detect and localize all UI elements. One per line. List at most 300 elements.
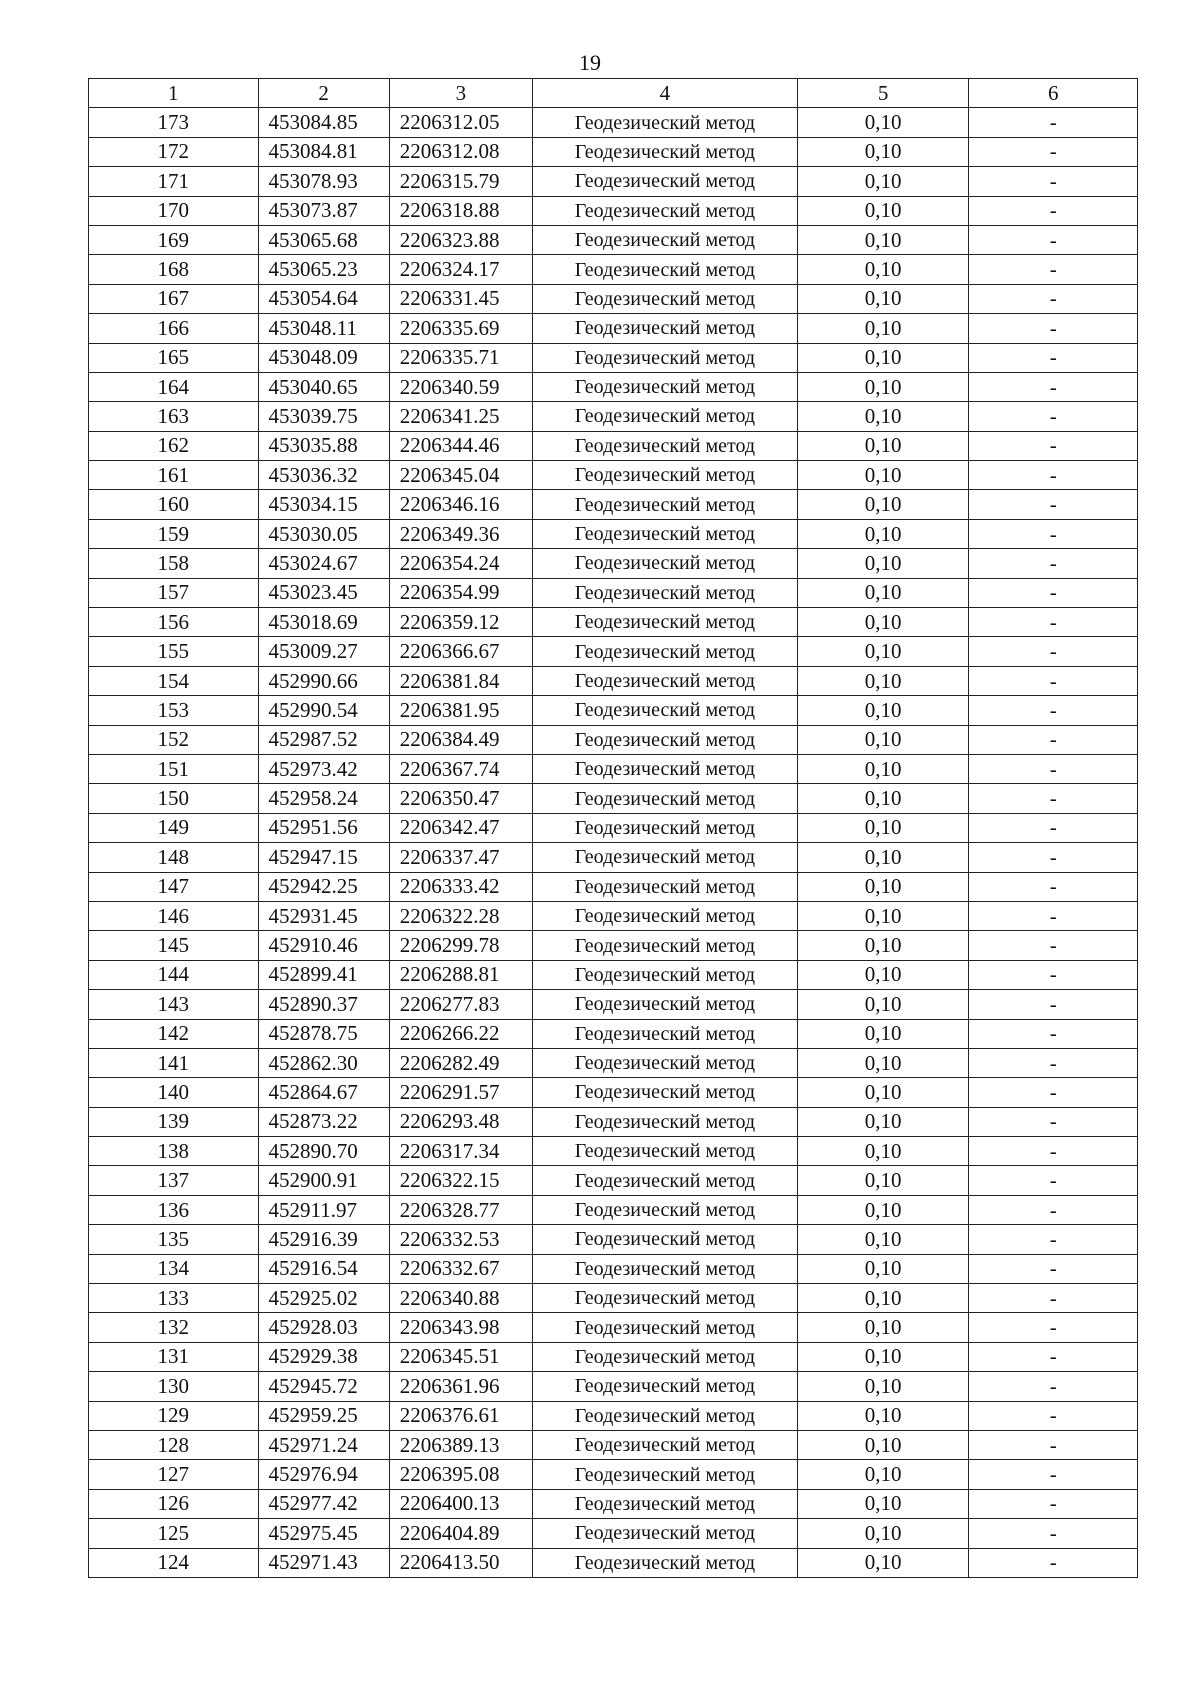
point-number-cell: 163: [89, 402, 259, 431]
point-number-cell: 131: [89, 1342, 259, 1371]
header-col-4: 4: [533, 79, 798, 108]
point-number-cell: 136: [89, 1195, 259, 1224]
note-cell: -: [969, 1166, 1138, 1195]
method-cell: Геодезический метод: [533, 578, 798, 607]
x-coordinate-cell: 453009.27: [258, 637, 389, 666]
accuracy-cell: 0,10: [797, 1519, 969, 1548]
x-coordinate-cell: 453018.69: [258, 608, 389, 637]
accuracy-cell: 0,10: [797, 284, 969, 313]
point-number-cell: 142: [89, 1019, 259, 1048]
note-cell: -: [969, 431, 1138, 460]
y-coordinate-cell: 2206344.46: [389, 431, 532, 460]
x-coordinate-cell: 453035.88: [258, 431, 389, 460]
point-number-cell: 128: [89, 1430, 259, 1459]
x-coordinate-cell: 452942.25: [258, 872, 389, 901]
table-row: [89, 343, 1138, 372]
table-row: [89, 578, 1138, 607]
y-coordinate-cell: 2206413.50: [389, 1548, 532, 1577]
point-number-cell: 125: [89, 1519, 259, 1548]
table-row: [89, 1078, 1138, 1107]
x-coordinate-cell: 452977.42: [258, 1489, 389, 1518]
note-cell: -: [969, 843, 1138, 872]
note-cell: -: [969, 167, 1138, 196]
method-cell: Геодезический метод: [533, 990, 798, 1019]
x-coordinate-cell: 452878.75: [258, 1019, 389, 1048]
y-coordinate-cell: 2206299.78: [389, 931, 532, 960]
method-cell: Геодезический метод: [533, 872, 798, 901]
note-cell: -: [969, 1048, 1138, 1077]
y-coordinate-cell: 2206312.05: [389, 108, 532, 137]
point-number-cell: 171: [89, 167, 259, 196]
accuracy-cell: 0,10: [797, 167, 969, 196]
method-cell: Геодезический метод: [533, 402, 798, 431]
accuracy-cell: 0,10: [797, 1401, 969, 1430]
note-cell: -: [969, 578, 1138, 607]
x-coordinate-cell: 453054.64: [258, 284, 389, 313]
point-number-cell: 124: [89, 1548, 259, 1577]
method-cell: Геодезический метод: [533, 754, 798, 783]
accuracy-cell: 0,10: [797, 666, 969, 695]
method-cell: Геодезический метод: [533, 343, 798, 372]
table-row: [89, 490, 1138, 519]
x-coordinate-cell: 452945.72: [258, 1372, 389, 1401]
note-cell: -: [969, 1430, 1138, 1459]
point-number-cell: 168: [89, 255, 259, 284]
point-number-cell: 130: [89, 1372, 259, 1401]
note-cell: -: [969, 1460, 1138, 1489]
x-coordinate-cell: 453024.67: [258, 549, 389, 578]
accuracy-cell: 0,10: [797, 1137, 969, 1166]
x-coordinate-cell: 452899.41: [258, 960, 389, 989]
table-row: [89, 1401, 1138, 1430]
point-number-cell: 137: [89, 1166, 259, 1195]
x-coordinate-cell: 452929.38: [258, 1342, 389, 1371]
method-cell: Геодезический метод: [533, 1254, 798, 1283]
method-cell: Геодезический метод: [533, 843, 798, 872]
accuracy-cell: 0,10: [797, 725, 969, 754]
note-cell: -: [969, 813, 1138, 842]
table-row: [89, 990, 1138, 1019]
note-cell: -: [969, 137, 1138, 166]
method-cell: Геодезический метод: [533, 490, 798, 519]
point-number-cell: 148: [89, 843, 259, 872]
y-coordinate-cell: 2206346.16: [389, 490, 532, 519]
point-number-cell: 127: [89, 1460, 259, 1489]
point-number-cell: 157: [89, 578, 259, 607]
accuracy-cell: 0,10: [797, 461, 969, 490]
y-coordinate-cell: 2206322.15: [389, 1166, 532, 1195]
note-cell: -: [969, 549, 1138, 578]
accuracy-cell: 0,10: [797, 549, 969, 578]
method-cell: Геодезический метод: [533, 608, 798, 637]
note-cell: -: [969, 490, 1138, 519]
point-number-cell: 151: [89, 754, 259, 783]
accuracy-cell: 0,10: [797, 1195, 969, 1224]
method-cell: Геодезический метод: [533, 813, 798, 842]
x-coordinate-cell: 452971.24: [258, 1430, 389, 1459]
x-coordinate-cell: 453078.93: [258, 167, 389, 196]
accuracy-cell: 0,10: [797, 402, 969, 431]
method-cell: Геодезический метод: [533, 637, 798, 666]
note-cell: -: [969, 343, 1138, 372]
method-cell: Геодезический метод: [533, 1225, 798, 1254]
table-row: [89, 843, 1138, 872]
method-cell: Геодезический метод: [533, 784, 798, 813]
y-coordinate-cell: 2206333.42: [389, 872, 532, 901]
y-coordinate-cell: 2206342.47: [389, 813, 532, 842]
y-coordinate-cell: 2206331.45: [389, 284, 532, 313]
method-cell: Геодезический метод: [533, 461, 798, 490]
point-number-cell: 126: [89, 1489, 259, 1518]
y-coordinate-cell: 2206335.71: [389, 343, 532, 372]
point-number-cell: 140: [89, 1078, 259, 1107]
table-row: [89, 1460, 1138, 1489]
y-coordinate-cell: 2206345.51: [389, 1342, 532, 1371]
point-number-cell: 154: [89, 666, 259, 695]
point-number-cell: 132: [89, 1313, 259, 1342]
x-coordinate-cell: 452987.52: [258, 725, 389, 754]
note-cell: -: [969, 666, 1138, 695]
table-row: [89, 461, 1138, 490]
point-number-cell: 152: [89, 725, 259, 754]
method-cell: Геодезический метод: [533, 1519, 798, 1548]
accuracy-cell: 0,10: [797, 1048, 969, 1077]
point-number-cell: 145: [89, 931, 259, 960]
y-coordinate-cell: 2206291.57: [389, 1078, 532, 1107]
x-coordinate-cell: 452951.56: [258, 813, 389, 842]
y-coordinate-cell: 2206282.49: [389, 1048, 532, 1077]
x-coordinate-cell: 452910.46: [258, 931, 389, 960]
accuracy-cell: 0,10: [797, 754, 969, 783]
y-coordinate-cell: 2206400.13: [389, 1489, 532, 1518]
y-coordinate-cell: 2206354.99: [389, 578, 532, 607]
header-col-5: 5: [797, 79, 969, 108]
method-cell: Геодезический метод: [533, 1460, 798, 1489]
table-row: [89, 608, 1138, 637]
x-coordinate-cell: 453040.65: [258, 372, 389, 401]
point-number-cell: 134: [89, 1254, 259, 1283]
x-coordinate-cell: 453065.68: [258, 225, 389, 254]
y-coordinate-cell: 2206341.25: [389, 402, 532, 431]
table-header-row: [89, 79, 1138, 108]
x-coordinate-cell: 452990.54: [258, 696, 389, 725]
x-coordinate-cell: 452931.45: [258, 901, 389, 930]
method-cell: Геодезический метод: [533, 255, 798, 284]
point-number-cell: 144: [89, 960, 259, 989]
point-number-cell: 143: [89, 990, 259, 1019]
accuracy-cell: 0,10: [797, 1107, 969, 1136]
point-number-cell: 141: [89, 1048, 259, 1077]
accuracy-cell: 0,10: [797, 519, 969, 548]
note-cell: -: [969, 1019, 1138, 1048]
y-coordinate-cell: 2206345.04: [389, 461, 532, 490]
table-row: [89, 1342, 1138, 1371]
y-coordinate-cell: 2206354.24: [389, 549, 532, 578]
method-cell: Геодезический метод: [533, 1107, 798, 1136]
accuracy-cell: 0,10: [797, 960, 969, 989]
note-cell: -: [969, 1254, 1138, 1283]
accuracy-cell: 0,10: [797, 1430, 969, 1459]
accuracy-cell: 0,10: [797, 1166, 969, 1195]
accuracy-cell: 0,10: [797, 372, 969, 401]
method-cell: Геодезический метод: [533, 1195, 798, 1224]
x-coordinate-cell: 453065.23: [258, 255, 389, 284]
table-row: [89, 901, 1138, 930]
table-row: [89, 1519, 1138, 1548]
y-coordinate-cell: 2206340.88: [389, 1284, 532, 1313]
point-number-cell: 172: [89, 137, 259, 166]
x-coordinate-cell: 452916.39: [258, 1225, 389, 1254]
point-number-cell: 156: [89, 608, 259, 637]
accuracy-cell: 0,10: [797, 872, 969, 901]
note-cell: -: [969, 372, 1138, 401]
method-cell: Геодезический метод: [533, 1019, 798, 1048]
y-coordinate-cell: 2206328.77: [389, 1195, 532, 1224]
note-cell: -: [969, 1313, 1138, 1342]
accuracy-cell: 0,10: [797, 1019, 969, 1048]
header-col-6: 6: [969, 79, 1138, 108]
note-cell: -: [969, 196, 1138, 225]
y-coordinate-cell: 2206337.47: [389, 843, 532, 872]
y-coordinate-cell: 2206389.13: [389, 1430, 532, 1459]
point-number-cell: 165: [89, 343, 259, 372]
table-row: [89, 960, 1138, 989]
point-number-cell: 167: [89, 284, 259, 313]
table-row: [89, 549, 1138, 578]
accuracy-cell: 0,10: [797, 1078, 969, 1107]
table-row: [89, 108, 1138, 137]
table-row: [89, 1548, 1138, 1577]
y-coordinate-cell: 2206359.12: [389, 608, 532, 637]
point-number-cell: 155: [89, 637, 259, 666]
point-number-cell: 158: [89, 549, 259, 578]
note-cell: -: [969, 225, 1138, 254]
table-row: [89, 137, 1138, 166]
page-number: 19: [579, 50, 601, 75]
table-row: [89, 931, 1138, 960]
table-row: [89, 1195, 1138, 1224]
y-coordinate-cell: 2206266.22: [389, 1019, 532, 1048]
x-coordinate-cell: 452958.24: [258, 784, 389, 813]
method-cell: Геодезический метод: [533, 1048, 798, 1077]
note-cell: -: [969, 1195, 1138, 1224]
accuracy-cell: 0,10: [797, 343, 969, 372]
point-number-cell: 133: [89, 1284, 259, 1313]
table-row: [89, 1019, 1138, 1048]
table-row: [89, 1048, 1138, 1077]
y-coordinate-cell: 2206349.36: [389, 519, 532, 548]
method-cell: Геодезический метод: [533, 108, 798, 137]
y-coordinate-cell: 2206324.17: [389, 255, 532, 284]
x-coordinate-cell: 453039.75: [258, 402, 389, 431]
accuracy-cell: 0,10: [797, 1254, 969, 1283]
x-coordinate-cell: 453023.45: [258, 578, 389, 607]
table-row: [89, 196, 1138, 225]
x-coordinate-cell: 453036.32: [258, 461, 389, 490]
table-row: [89, 167, 1138, 196]
point-number-cell: 173: [89, 108, 259, 137]
accuracy-cell: 0,10: [797, 255, 969, 284]
y-coordinate-cell: 2206384.49: [389, 725, 532, 754]
y-coordinate-cell: 2206350.47: [389, 784, 532, 813]
accuracy-cell: 0,10: [797, 578, 969, 607]
note-cell: -: [969, 784, 1138, 813]
note-cell: -: [969, 725, 1138, 754]
point-number-cell: 170: [89, 196, 259, 225]
accuracy-cell: 0,10: [797, 1460, 969, 1489]
method-cell: Геодезический метод: [533, 1372, 798, 1401]
table-body: [89, 108, 1138, 1578]
table-row: [89, 872, 1138, 901]
y-coordinate-cell: 2206288.81: [389, 960, 532, 989]
method-cell: Геодезический метод: [533, 1137, 798, 1166]
y-coordinate-cell: 2206293.48: [389, 1107, 532, 1136]
point-number-cell: 147: [89, 872, 259, 901]
accuracy-cell: 0,10: [797, 637, 969, 666]
accuracy-cell: 0,10: [797, 1225, 969, 1254]
accuracy-cell: 0,10: [797, 608, 969, 637]
header-col-1: 1: [89, 79, 259, 108]
y-coordinate-cell: 2206317.34: [389, 1137, 532, 1166]
table-row: [89, 1284, 1138, 1313]
x-coordinate-cell: 452971.43: [258, 1548, 389, 1577]
x-coordinate-cell: 452911.97: [258, 1195, 389, 1224]
table-row: [89, 402, 1138, 431]
x-coordinate-cell: 452925.02: [258, 1284, 389, 1313]
table-row: [89, 519, 1138, 548]
method-cell: Геодезический метод: [533, 549, 798, 578]
table-row: [89, 1430, 1138, 1459]
method-cell: Геодезический метод: [533, 196, 798, 225]
note-cell: -: [969, 1078, 1138, 1107]
note-cell: -: [969, 1489, 1138, 1518]
accuracy-cell: 0,10: [797, 813, 969, 842]
header-col-3: 3: [389, 79, 532, 108]
x-coordinate-cell: 453048.09: [258, 343, 389, 372]
point-number-cell: 149: [89, 813, 259, 842]
y-coordinate-cell: 2206361.96: [389, 1372, 532, 1401]
y-coordinate-cell: 2206376.61: [389, 1401, 532, 1430]
point-number-cell: 164: [89, 372, 259, 401]
method-cell: Геодезический метод: [533, 1078, 798, 1107]
x-coordinate-cell: 453048.11: [258, 314, 389, 343]
point-number-cell: 161: [89, 461, 259, 490]
table-row: [89, 431, 1138, 460]
accuracy-cell: 0,10: [797, 1284, 969, 1313]
table-row: [89, 1372, 1138, 1401]
note-cell: -: [969, 255, 1138, 284]
x-coordinate-cell: 453084.85: [258, 108, 389, 137]
point-number-cell: 150: [89, 784, 259, 813]
note-cell: -: [969, 461, 1138, 490]
y-coordinate-cell: 2206332.53: [389, 1225, 532, 1254]
method-cell: Геодезический метод: [533, 1284, 798, 1313]
method-cell: Геодезический метод: [533, 901, 798, 930]
note-cell: -: [969, 1519, 1138, 1548]
note-cell: -: [969, 872, 1138, 901]
coordinates-table: [88, 78, 1138, 1578]
method-cell: Геодезический метод: [533, 137, 798, 166]
method-cell: Геодезический метод: [533, 225, 798, 254]
table-row: [89, 754, 1138, 783]
y-coordinate-cell: 2206366.67: [389, 637, 532, 666]
method-cell: Геодезический метод: [533, 1489, 798, 1518]
accuracy-cell: 0,10: [797, 843, 969, 872]
accuracy-cell: 0,10: [797, 1489, 969, 1518]
accuracy-cell: 0,10: [797, 431, 969, 460]
method-cell: Геодезический метод: [533, 1430, 798, 1459]
note-cell: -: [969, 1225, 1138, 1254]
accuracy-cell: 0,10: [797, 108, 969, 137]
y-coordinate-cell: 2206277.83: [389, 990, 532, 1019]
table-row: [89, 666, 1138, 695]
y-coordinate-cell: 2206322.28: [389, 901, 532, 930]
x-coordinate-cell: 452916.54: [258, 1254, 389, 1283]
table-row: [89, 696, 1138, 725]
x-coordinate-cell: 452900.91: [258, 1166, 389, 1195]
x-coordinate-cell: 452990.66: [258, 666, 389, 695]
y-coordinate-cell: 2206335.69: [389, 314, 532, 343]
table-row: [89, 1489, 1138, 1518]
method-cell: Геодезический метод: [533, 931, 798, 960]
point-number-cell: 146: [89, 901, 259, 930]
table-row: [89, 813, 1138, 842]
point-number-cell: 138: [89, 1137, 259, 1166]
y-coordinate-cell: 2206312.08: [389, 137, 532, 166]
note-cell: -: [969, 1548, 1138, 1577]
x-coordinate-cell: 452890.37: [258, 990, 389, 1019]
y-coordinate-cell: 2206318.88: [389, 196, 532, 225]
note-cell: -: [969, 608, 1138, 637]
x-coordinate-cell: 452959.25: [258, 1401, 389, 1430]
x-coordinate-cell: 452928.03: [258, 1313, 389, 1342]
method-cell: Геодезический метод: [533, 167, 798, 196]
accuracy-cell: 0,10: [797, 1548, 969, 1577]
x-coordinate-cell: 452890.70: [258, 1137, 389, 1166]
x-coordinate-cell: 452976.94: [258, 1460, 389, 1489]
note-cell: -: [969, 960, 1138, 989]
note-cell: -: [969, 519, 1138, 548]
note-cell: -: [969, 990, 1138, 1019]
accuracy-cell: 0,10: [797, 1342, 969, 1371]
note-cell: -: [969, 1107, 1138, 1136]
accuracy-cell: 0,10: [797, 1372, 969, 1401]
x-coordinate-cell: 453034.15: [258, 490, 389, 519]
method-cell: Геодезический метод: [533, 960, 798, 989]
table-row: [89, 725, 1138, 754]
table-row: [89, 255, 1138, 284]
method-cell: Геодезический метод: [533, 314, 798, 343]
y-coordinate-cell: 2206343.98: [389, 1313, 532, 1342]
note-cell: -: [969, 284, 1138, 313]
table-row: [89, 1107, 1138, 1136]
table-row: [89, 1166, 1138, 1195]
note-cell: -: [969, 108, 1138, 137]
table-row: [89, 1225, 1138, 1254]
x-coordinate-cell: 452975.45: [258, 1519, 389, 1548]
point-number-cell: 160: [89, 490, 259, 519]
note-cell: -: [969, 637, 1138, 666]
accuracy-cell: 0,10: [797, 990, 969, 1019]
accuracy-cell: 0,10: [797, 931, 969, 960]
accuracy-cell: 0,10: [797, 1313, 969, 1342]
table-row: [89, 1254, 1138, 1283]
method-cell: Геодезический метод: [533, 666, 798, 695]
x-coordinate-cell: 453073.87: [258, 196, 389, 225]
accuracy-cell: 0,10: [797, 490, 969, 519]
method-cell: Геодезический метод: [533, 372, 798, 401]
note-cell: -: [969, 696, 1138, 725]
